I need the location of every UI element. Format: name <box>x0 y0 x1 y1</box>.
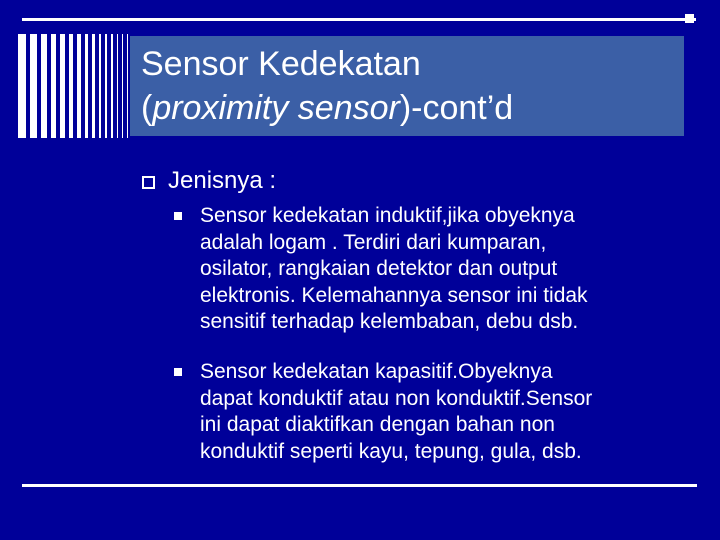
item-line: adalah logam . Terdiri dari kumparan, <box>200 230 547 254</box>
item-line: Sensor kedekatan induktif,jika obyeknya <box>200 204 575 227</box>
list-item-capacitive <box>174 359 674 465</box>
list-item-inductive <box>174 203 674 336</box>
level1-label: Jenisnya : <box>168 167 277 194</box>
square-bullet-icon <box>174 368 182 376</box>
square-bullet-icon <box>174 212 182 220</box>
hollow-square-bullet-icon <box>142 176 155 189</box>
title-line-2-italic: proximity sensor <box>152 89 400 127</box>
item-line: Sensor kedekatan kapasitif.Obyeknya <box>200 360 553 383</box>
item-line: dapat konduktif atau non konduktif.Sensor <box>200 386 593 410</box>
item-line: sensitif terhadap kelembaban, debu dsb. <box>200 310 579 333</box>
item-line: osilator, rangkaian detektor dan output <box>200 257 558 280</box>
level1-bullet <box>142 166 276 196</box>
item-line: ini dapat diaktifkan dengan bahan non <box>200 413 555 436</box>
title-line-2-open: ( <box>141 89 153 127</box>
bottom-rule <box>22 484 697 487</box>
item-line: konduktif seperti kayu, tepung, gula, dsb. <box>200 439 582 463</box>
item-line: elektronis. Kelemahannya sensor ini tidak <box>200 283 588 307</box>
corner-square <box>685 14 694 23</box>
title-line-1: Sensor Kedekatan <box>141 45 421 83</box>
top-rule <box>22 18 696 21</box>
title-line-2-close: )-cont’d <box>399 89 514 127</box>
slide-title <box>141 42 681 130</box>
decorative-stripes <box>18 34 130 138</box>
